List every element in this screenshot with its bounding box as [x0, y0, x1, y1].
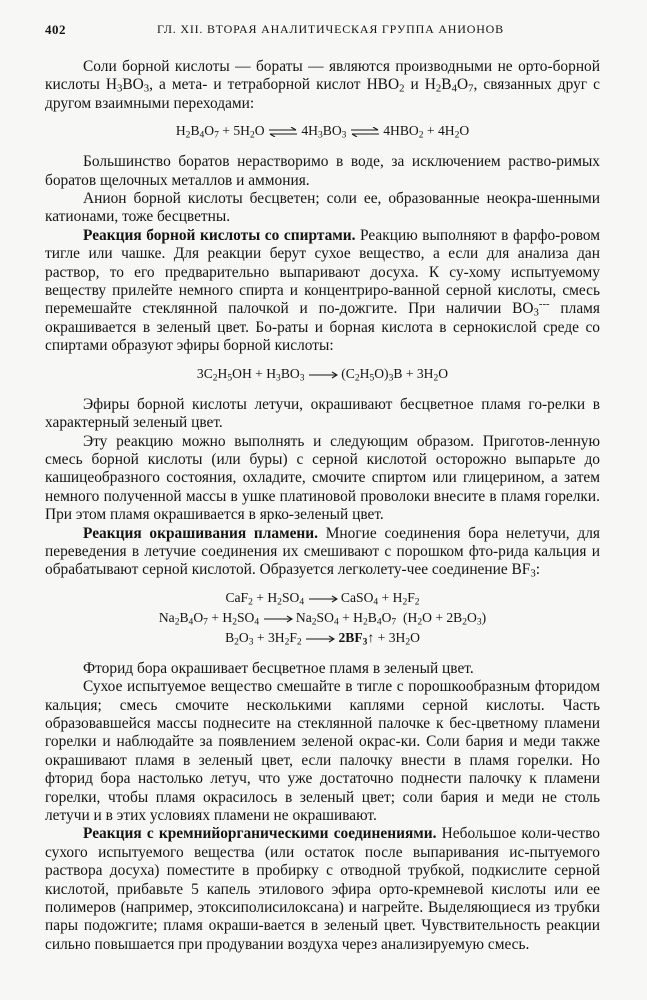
- formula-bo3-ion: $BO_3^{---}$: [512, 298, 550, 320]
- eq5-left: $B_2O_3 + 3H_2F_2$: [225, 629, 302, 648]
- equation-borax: [45, 609, 600, 627]
- eq4-left: $Na_2B_4O_7 + H_2SO_4$: [158, 609, 260, 628]
- reaction-arrow-icon: [308, 370, 338, 380]
- eq3-right: CaSO$_4$ + $H_2F_2$: [340, 589, 420, 608]
- eq4-note: $(H_2O + 2B_2O_3)$: [402, 609, 487, 628]
- eq1-right: $4HBO_2 + 4H_2O$: [383, 123, 470, 141]
- equilibrium-arrow-icon: [350, 127, 380, 137]
- formula-bf3: $BF_3$: [511, 561, 536, 581]
- eq4-right: $Na_2SO_4 + H_2B_4O_7$: [295, 609, 397, 628]
- formula-hbo2: $HBO_2$: [366, 76, 405, 96]
- eq5-product-bf3: $2BF_3↑$: [338, 629, 375, 648]
- page-body: [45, 58, 600, 954]
- paragraph-solubility: Большинство боратов нерастворимо в воде, за исключением раство-римых боратов щелочных металлов и аммония.: [45, 153, 600, 189]
- equation-b2o3: [45, 629, 600, 647]
- eq1-middle: $4H_3BO_3$: [301, 123, 347, 141]
- eq2-left: $3C_2H_5OH + H_3BO_3$: [196, 365, 305, 384]
- equation-borate-equilibria: [45, 122, 600, 140]
- paragraph-procedure: Сухое испытуемое вещество смешайте в тигле с порошкообразным фторидом кальция; смесь смочите несколькими каплями серной кислоты. Часть образовавшейся массы поднесите на стеклянной палочке к бес-цветному пламени горелки и наблюдайте за появлением зеленой окрас-ки. Соли бария и меди также окрашивают пламя в зеленый цвет, если палочку внести в пламя горелки. Но фторид бора настолько летуч, что уже достаточно поднести палочку к пламени горелки, чтобы пламя окрасилось в зеленый цвет; соли бария и меди не столь летучи и в этих условиях пламени не окрашивают.: [45, 678, 600, 824]
- paragraph-alternative-method: Эту реакцию можно выполнять и следующим образом. Приготов-ленную смесь борной кислоты (или буры) с серной кислотой осторожно выпарьте до кашицеобразного состояния, охладите, смочите спиртом или глицерином, а затем немного полученной массы в ушке платиновой проволоки внесите в пламя горелки. При этом пламя окрашивается в ярко-зеленый цвет.: [45, 432, 600, 524]
- reaction-arrow-icon: [263, 614, 293, 624]
- section-heading-flame: Реакция окрашивания пламени.: [83, 524, 318, 542]
- equation-caf2: [45, 589, 600, 607]
- formula-h2b4o7: $H_2B_4O_7$: [424, 76, 474, 96]
- eq5-right: + $3H_2O$: [374, 629, 420, 648]
- paragraph-alcohol-reaction: Реакция борной кислоты со спиртами. Реакцию выполняют в фарфо-ровом тигле или чашке. Для реакции берут сухое вещество, а если для анализа дан раствор, то его предварительно выпаривают досуха. К су-хому испытуемому веществу прилейте немного спирта и концентриро-ванной серной кислоты, смесь перемешайте стеклянной палочкой и по-дожгите. При наличии $BO_3^{---}$ пламя окрашивается в зеленый цвет. Бо-раты и борная кислота в сернокислой среде со спиртами образуют эфиры борной кислоты:: [45, 226, 600, 355]
- section-heading-organosilicon: Реакция с кремнийорганическими соединениями.: [83, 825, 437, 843]
- eq1-left: $H_2B_4O_7 + 5H_2O$: [175, 123, 265, 141]
- formula-h3bo3: $H_3BO_3$: [105, 76, 150, 96]
- paragraph-esters-volatile: Эфиры борной кислоты летучи, окрашивают бесцветное пламя го-релки в характерный зеленый цвет.: [45, 395, 600, 432]
- chapter-title: ГЛ. XII. ВТОРАЯ АНАЛИТИЧЕСКАЯ ГРУППА АНИОНОВ: [157, 22, 504, 36]
- reaction-arrow-icon: [305, 634, 335, 644]
- paragraph-flame-reaction: Реакция окрашивания пламени. Многие соединения бора нелетучи, для переведения в летучие соединения их смешивают с порошком фто-рида кальция и обрабатывают серной кислотой. Образуется легколету-чее соединение $BF_3$:: [45, 524, 600, 581]
- eq2-right: $(C_2H_5O)_3B + 3H_2O$: [341, 365, 449, 384]
- paragraph-colorless-anion: Анион борной кислоты бесцветен; соли ее, образованные неокра-шенными катионами, тоже бесцветны.: [45, 190, 600, 226]
- eq3-left: $CaF_2 + H_2SO_4$: [225, 589, 305, 608]
- page-number: 402: [45, 22, 66, 37]
- paragraph-organosilicon-reaction: Реакция с кремнийорганическими соединениями. Небольшое коли-чество сухого испытуемого вещества (или остаток после выпаривания ис-пытуемого раствора досуха) поместите в пробирку с отводной трубкой, подкислите серной кислотой, прибавьте 5 капель этилового эфира орто-кремневой кислоты или ее полимеров (например, этоксиполисилоксана) и нагрейте. Выделяющиеся из трубки пары подожгите; пламя окраши-вается в зеленый цвет. Чувствительность реакции сильно повышается при продувании воздуха через анализируемую смесь.: [45, 825, 601, 953]
- section-heading-alcohol: Реакция борной кислоты со спиртами.: [83, 226, 356, 244]
- equilibrium-arrow-icon: [268, 127, 298, 137]
- equation-esterification: [45, 365, 600, 383]
- paragraph-bf3-flame: Фторид бора окрашивает бесцветное пламя в зеленый цвет.: [83, 659, 474, 677]
- paragraph-borates-intro: Соли борной кислоты — бораты — являются производными не орто-борной кислоты $H_3BO_3$, а мета- и тетраборной кислот $HBO_2$ и $H_2B_4O_7$, связанных друг с другом взаимными переходами:: [45, 58, 600, 112]
- reaction-arrow-icon: [308, 594, 338, 604]
